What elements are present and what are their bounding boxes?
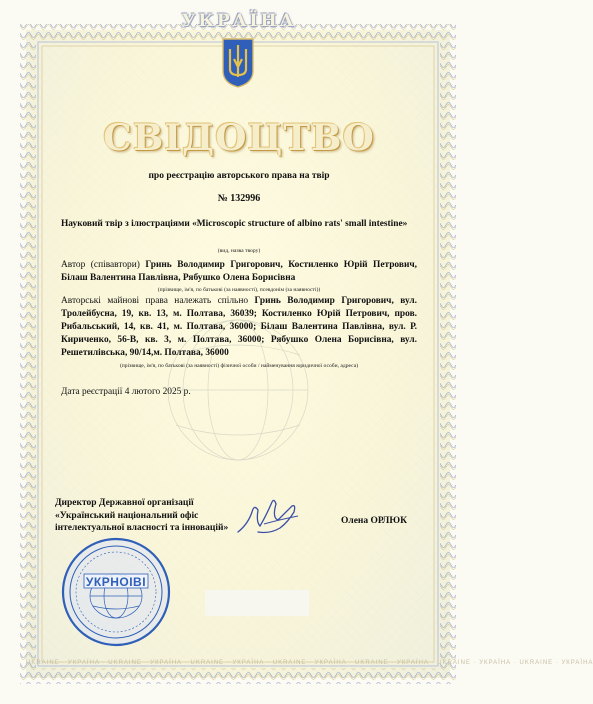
work-caption: (вид, назва твору): [217, 248, 261, 254]
country-heading: УКРАЇНА: [181, 11, 297, 31]
director-position: Директор Державної організації «Український національний офіс інтелектуальної власності та інновацій»: [55, 498, 229, 533]
coat-of-arms-icon: [221, 37, 255, 89]
work-title: Науковий твір з ілюстраціями «Microscopic structure of albino rats' small intestine»: [61, 219, 408, 229]
signatory-name: Олена ОРЛЮК: [341, 516, 407, 526]
authors-names: Гринь Володимир Григорович, Костиленко Юрій Петрович, Білаш Валентина Павлівна, Рябушко Олена Борисівна: [61, 260, 417, 283]
certificate-title: СВІДОЦТВО: [103, 117, 375, 159]
official-seal: [60, 536, 172, 648]
authors-paragraph: [61, 259, 417, 285]
owners-details: Гринь Володимир Григорович, вул. Тролейбусна, 19, кв. 13, м. Полтава, 36039; Костиленко Юрій Петрович, пров. Рибальський, 14, кв. 41, м. Полтава, 36000; Білаш Валентина Павлівна, вул. Р. Кириченко, 56-В, кв. 3, м. Полтава, 36000; Рябушко Олена Борисівна, вул. Решетилівська, 90/14,м. Полтава, 36000: [61, 296, 418, 358]
owners-prefix: Авторські майнові права належать спільно: [61, 296, 249, 306]
certificate-subtitle: про реєстрацію авторського права на твір: [148, 171, 330, 181]
owners-paragraph: [61, 295, 417, 360]
seal-center-text: УКРНОІВІ: [85, 575, 147, 589]
bottom-microtext-strip: UKRAINE · УКРАЇНА · UKRAINE · УКРАЇНА · UKRAINE · УКРАЇНА · UKRAINE · УКРАЇНА · UKRAINE · УКРАЇНА · UKRAINE · УКРАЇНА · UKRAINE · УКРАЇНА: [26, 660, 593, 666]
authors-prefix: Автор (співавтори): [61, 260, 140, 270]
certificate-number: № 132996: [217, 193, 261, 204]
owners-caption: (прізвище, ім'я, по батькові (за наявності) фізичної особи / найменування юридичної особи, адреса): [119, 363, 359, 369]
redacted-area: [205, 590, 309, 616]
registration-date: Дата реєстрації 4 лютого 2025 р.: [61, 387, 191, 397]
authors-caption: (прізвище, ім'я, по батькові (за наявності), псевдонім (за наявності)): [157, 287, 321, 293]
handwritten-signature: [234, 494, 304, 540]
